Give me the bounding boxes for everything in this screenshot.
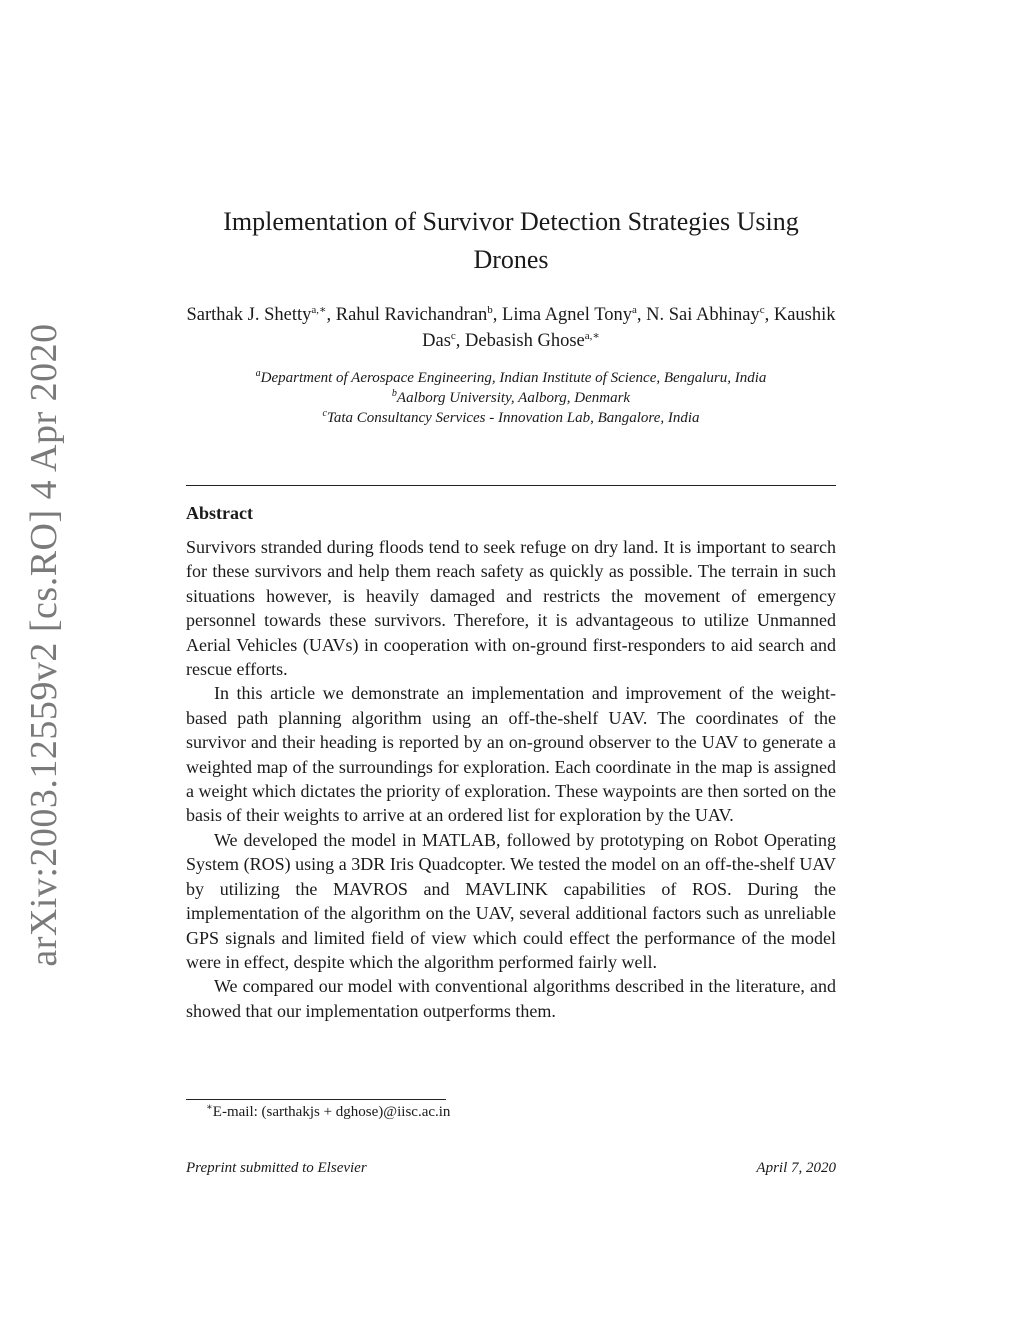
author-separator: , (764, 305, 774, 325)
author-list (186, 302, 836, 354)
abstract-body (186, 535, 836, 1023)
author-name: N. Sai Abhinay (646, 305, 760, 325)
footnote-rule (186, 1099, 446, 1100)
author-separator: , (326, 305, 336, 325)
affiliation-mark: a (255, 368, 261, 379)
footnote-mark: ∗ (206, 1102, 213, 1113)
author-separator: , (492, 305, 503, 325)
affiliation-mark: c (322, 408, 327, 419)
title-line-1: Implementation of Survivor Detection Strategies Using (223, 207, 799, 236)
author-name: Sarthak J. Shetty (186, 305, 312, 325)
abstract-paragraph: In this article we demonstrate an implementation and improvement of the weight-based path planning algorithm using an off-the-shelf UAV. The coordinates of the survivor and their heading is reported by an on-ground observer to the UAV to generate a weighted map of the surroundings for exploration. Each coordinate in the map is assigned a weight which dictates the priority of exploration. These waypoints are then sorted on the basis of their weights to arrive at an ordered list for exploration by the UAV. (186, 683, 836, 826)
abstract-top-rule (186, 485, 836, 486)
arxiv-identifier-stamp: arXiv:2003.12559v2 [cs.RO] 4 Apr 2020 (23, 323, 65, 967)
author (465, 331, 600, 351)
affiliation-text: Tata Consultancy Services - Innovation Lab, Bangalore, India (326, 410, 700, 426)
author-affiliation-mark: a,∗ (311, 304, 327, 316)
abstract-paragraph: We developed the model in MATLAB, followed by prototyping on Robot Operating System (ROS) using a 3DR Iris Quadcopter. We tested the model on an off-the-shelf UAV by utilizing the MAVROS and MAVLINK capabilities of ROS. During the implementation of the algorithm on the UAV, several additional factors such as unreliable GPS signals and limited field of view which could effect the performance of the model were in effect, despite which the algorithm performed fairly well. (186, 829, 836, 972)
affiliation (186, 368, 836, 388)
affiliation-list (186, 368, 836, 428)
author-affiliation-mark: c (759, 304, 765, 316)
author-name: Rahul Ravichandran (335, 305, 488, 325)
author-separator: , (455, 331, 466, 351)
author-name: Lima Agnel Tony (502, 305, 632, 325)
author-name: Debasish Ghose (465, 331, 585, 351)
author-name: Kaushik Das (422, 305, 836, 351)
preprint-note: Preprint submitted to Elsevier (186, 1160, 367, 1176)
title-line-2: Drones (473, 245, 549, 274)
abstract-paragraph: Survivors stranded during floods tend to seek refuge on dry land. It is important to search for these survivors and help them reach safety as quickly as possible. The terrain in such situations however, is heavily damaged and restricts the movement of emergency personnel towards these survivors. Therefore, it is advantageous to utilize Unmanned Aerial Vehicles (UAVs) in cooperation with on-ground first-responders to aid search and rescue efforts. (186, 537, 836, 680)
affiliation-mark: b (391, 388, 397, 399)
author-affiliation-mark: a (631, 304, 637, 316)
affiliation (186, 388, 836, 408)
footnote (206, 1104, 450, 1121)
abstract-heading: Abstract (186, 503, 253, 523)
author (187, 305, 336, 325)
affiliation (186, 408, 836, 428)
author (336, 305, 502, 325)
author-separator: , (636, 305, 647, 325)
paper-title (186, 203, 836, 279)
author (502, 305, 646, 325)
author-affiliation-mark: b (487, 304, 493, 316)
footnote-text: E-mail: (sarthakjs + dghose)@iisc.ac.in (212, 1104, 451, 1120)
affiliation-text: Aalborg University, Aalborg, Denmark (396, 390, 631, 406)
author-affiliation-mark: a,∗ (584, 330, 600, 342)
affiliation-text: Department of Aerospace Engineering, Indian Institute of Science, Bengaluru, India (260, 370, 767, 386)
preprint-date: April 7, 2020 (756, 1160, 836, 1176)
abstract-paragraph: We compared our model with conventional algorithms described in the literature, and showed that our implementation outperforms them. (186, 976, 836, 1021)
author-affiliation-mark: c (450, 330, 456, 342)
author (646, 305, 774, 325)
